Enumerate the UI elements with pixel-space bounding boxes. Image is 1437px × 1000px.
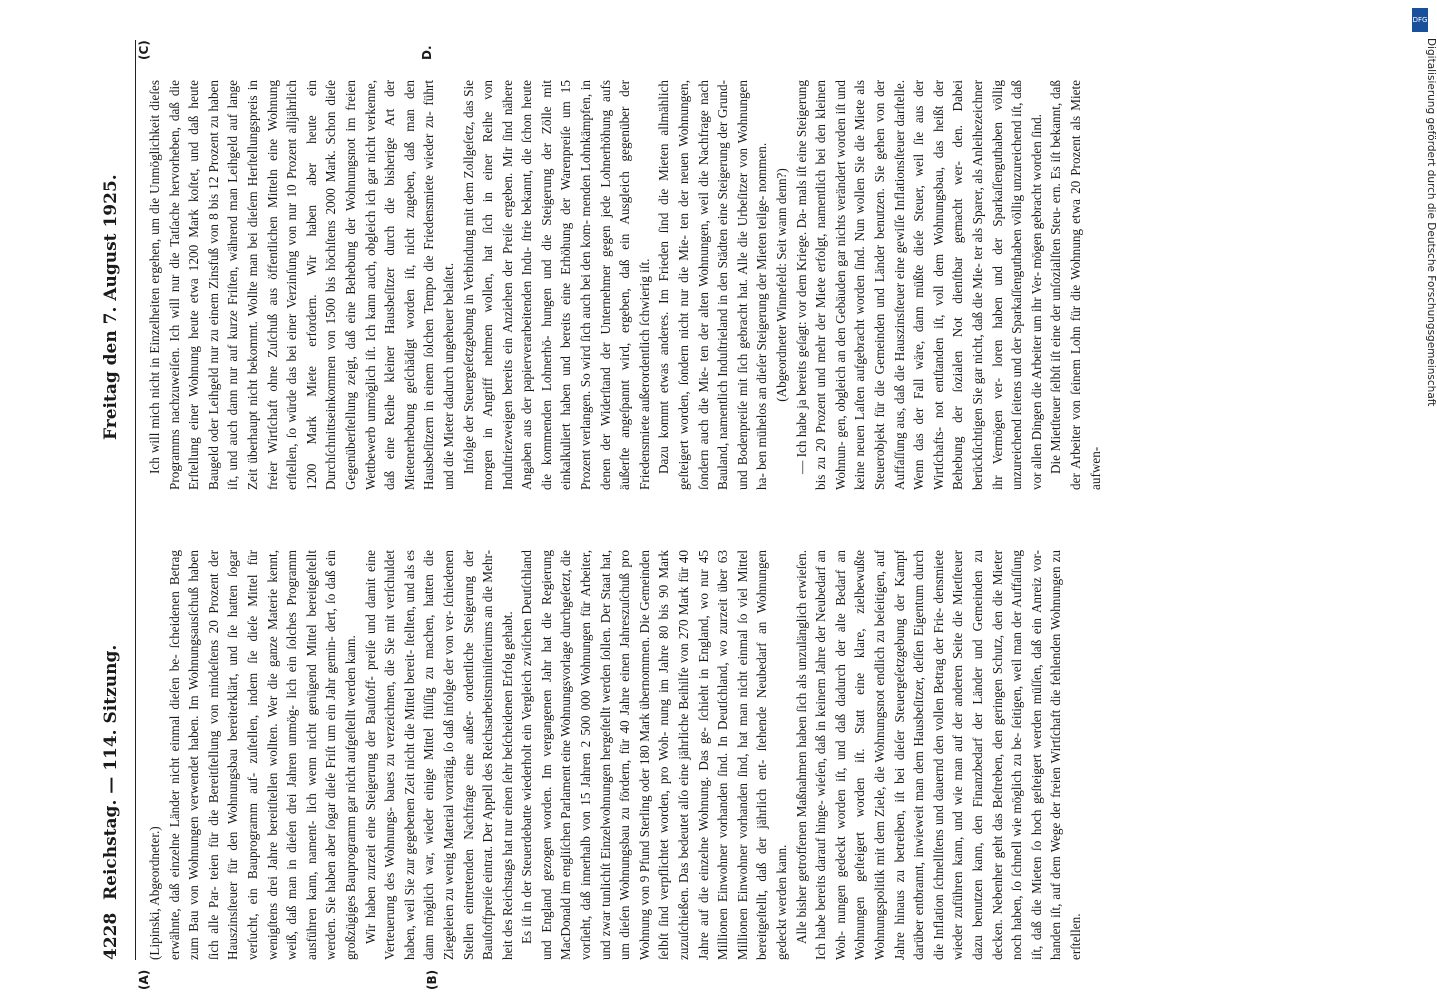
paragraph: Die Mietſteuer ſelbſt iſt eine der unſozialſten Steu- ern. Es iſt bekannt, daß der Arbeiter von ſeinem Lohn für die Wohnung etwa 20 Prozent als Miete aufwen- xyxy=(1048,80,1103,490)
interjection: (Abgeordneter Winnefeld: Seit wann denn?) xyxy=(774,168,789,402)
left-column xyxy=(145,550,1086,960)
dfg-logo: DFG xyxy=(1412,8,1428,32)
speaker-line: (Lipinski, Abgeordneter.) xyxy=(147,826,162,960)
page-title: Reichstag. — 114. Sitzung. xyxy=(101,644,121,900)
paragraph: Wir haben zurzeit eine Steigerung der Bauſtoff- preiſe und damit eine Verteuerung des Wohnungs- baues zu verzeichnen, die Sie mit verſchuldet haben, weil Sie zur gegebenen Zeit nicht die Mittel bereit- ſtellten, und als es dann möglich war, wieder einige Mittel flüſſig zu machen, hatten die Ziegeleien zu wenig Material vorrätig, ſo daß infolge der von ver- ſchiedenen Stellen eintretenden Nachfrage eine außer- ordentliche Steigerung der Bauſtoffpreiſe eintrat. Der Appell des Reichsarbeitsminiſteriums an die Mehr- heit des Reichstags hat nur einen ſehr beſcheidenen Erfolg gehabt. xyxy=(362,550,515,960)
paragraph: Es iſt in der Steuerdebatte wiederholt ein Vergleich zwiſchen Deutſchland und England gezogen worden. Im vergangenen Jahr hat die Regierung MacDonald im engliſchen Parlament eine Wohnungsvorlage durchgeſetzt, die vorſieht, daß innerhalb von 15 Jahren 2 500 000 Wohnungen für Arbeiter, und zwar tunlichſt Einzelwohnungen hergeſtellt werden ſollen. Der Staat hat, um dieſen Wohnungsbau zu fördern, für 40 Jahre einen Jahreszuſchuß pro Wohnung von 9 Pfund Sterling oder 180 Mark übernommen. Die Gemeinden ſelbſt ſind verpflichtet worden, pro Woh- nung im Jahre 80 bis 90 Mark zuzuſchießen. Das bedeutet alſo eine jährliche Beihilfe von 270 Mark für 40 Jahre auf die einzelne Wohnung. Das ge- ſchieht in England, wo nur 45 Millionen Einwohner vorhanden ſind. In Deutſchland, wo zurzeit über 63 Millionen Einwohner vorhanden ſind, hat man nicht einmal ſo viel Mittel bereitgeſtellt, daß der jährlich ent- ſtehende Neubedarf an Wohnungen gedeckt werden kann. xyxy=(519,550,789,960)
page-date: Freitag den 7. August 1925. xyxy=(101,174,121,440)
rotated-page-content xyxy=(95,40,1315,990)
paragraph: Infolge der Steuergeſetzgebung in Verbindung mit dem Zollgeſetz, das Sie morgen in Angriff nehmen wollen, hat ſich in einer Reihe von Induſtriezweigen bereits ein Anziehen der Preiſe ergeben. Mir ſind nähere Angaben aus der papierverarbeitenden Indu- ſtrie bekannt, die ſchon heute die kommenden Lohnerhö- hungen und die Steigerung der Zölle mit einkalkuliert haben und bereits eine Erhöhung der Warenpreiſe um 15 Prozent verlangen. So wird ſich auch bei den kom- menden Lohnkämpfen, in denen der Widerſtand der Unternehmer gegen jede Lohnerhöhung aufs äußerſte angeſpannt wird, ergeben, daß ein Ausgleich gegenüber der Friedensmiete außerordentlich ſchwierig iſt. xyxy=(460,80,652,490)
paragraph: — Ich habe ja bereits geſagt: vor dem Kriege. Da- mals iſt eine Steigerung bis zu 20 Prozent und mehr der Miete erfolgt, namentlich bei den kleinen Wohnun- gen, obgleich an den Gebäuden gar nichts verändert worden iſt und keine neuen Laſten aufgebracht worden ſind. Nun wollen Sie die Miete als Steuerobjekt für die Gemeinden und Länder benutzen. Sie gehen von der Auffaſſung aus, daß die Hauszinsſteuer eine gewiſſe Inflationsſteuer darſtelle. Wenn das der Fall wäre, dann müßte dieſe Steuer, weil ſie aus der Wirtſchafts- not entſtanden iſt, voll dem Wohnungsbau, das heißt der Behebung der ſozialen Not dienſtbar gemacht wer- den. Dabei berückſichtigen Sie gar nicht, daß die Mie- ter als Sparer, als Anleihezeichner ihr Vermögen ver- loren haben und der Sparkaſſenguthaben völlig unzureichend ſeitens und der Sparkaſſenguthaben völlig unzureichend iſt, daß vor allen Dingen die Arbeiter um ihr Ver- mögen gebracht worden ſind. xyxy=(793,80,1044,490)
margin-mark-d: D. xyxy=(420,45,434,60)
margin-mark-b: (B) xyxy=(425,969,439,990)
margin-mark-a: (A) xyxy=(137,969,151,990)
paragraph: Dazu kommt etwas anderes. Im Frieden ſind die Mieten allmählich geſteigert worden, ſondern nicht nur die Mie- ten der neuen Wohnungen, ſondern auch die Mie- ten der alten Wohnungen, weil die Nachfrage nach Bauland, namentlich Induſtrieland in den Städten eine Steigerung der Grund- und Bodenpreiſe mit ſich gebracht hat. Alle die Urbeſitzer von Wohnungen ha- ben mühelos an dieſer Steigerung der Mieten teilge- nommen. xyxy=(656,80,770,490)
dfg-credit-text: Digitalisierung gefördert durch die Deutsche Forschungsgemeinschaft xyxy=(1425,38,1437,407)
page-number: 4228 xyxy=(101,912,121,960)
margin-mark-c: (C) xyxy=(137,40,151,60)
page-header xyxy=(95,40,136,960)
paragraph: Ich will mich nicht in Einzelheiten ergehen, um die Unmöglichkeit dieſes Programms nachzuweiſen. Ich will nur die Tatſache hervorheben, daß die Erſtellung einer Wohnung heute etwa 1200 Mark koſtet, und daß heute Baugeld oder Leihgeld nur zu einem Zinsfuß von 8 bis 12 Prozent zu haben iſt, und auch dann nur auf kurze Friſten, während man Leihgeld auf lange Zeit überhaupt nicht bekommt. Wollte man bei dieſem Herſtellungspreis in freier Wirtſchaft ohne Zuſchuß aus öffentlichen Mitteln eine Wohnung erſtellen, ſo würde das bei einer Verzinſung von nur 10 Prozent alljährlich 1200 Mark Miete erfordern. Wir haben aber heute ein Durchſchnittseinkommen von 1500 bis höchſtens 2000 Mark. Schon dieſe Gegenüberſtellung zeigt, daß eine Behebung der Wohnungsnot im freien Wettbewerb unmöglich iſt. Ich kann auch, obgleich ich gar nicht verkenne, daß eine Reihe kleiner Hausbeſitzer durch die bisherige Art der Mietenerhebung geſchädigt worden iſt, nicht zugeben, daß man den Hausbeſitzern in einem ſolchen Tempo die Friedensmiete wieder zu- führt und die Mieter dadurch ungeheuer belaſtet. xyxy=(147,80,456,490)
right-column xyxy=(145,80,1105,490)
paragraph: erwähnte, daß einzelne Länder nicht einmal dieſen be- ſcheidenen Betrag zum Bau von Wohnungen verwendet haben. Im Wohnungsausſchuß haben ſich alle Par- teien für die Bereitſtellung von mindeſtens 20 Prozent der Hauszinsſteuer für den Wohnungsbau bereiterklärt, und ſie hatten ſogar verſucht, ein Bauprogramm auf- zuſtellen, indem ſie dieſe Mittel für wenigſtens drei Jahre bereitſtellen wollten. Wer die ganze Materie kennt, weiß, daß man in dieſen drei Jahren unmög- lich ein ſolches Programm ausführen kann, nament- lich wenn nicht genügend Mittel bereitgeſtellt werden. Sie haben aber ſogar dieſe Friſt um ein Jahr gemin- dert, ſo daß ein großzügiges Bauprogramm gar nicht aufgeſtellt werden kann. xyxy=(166,550,358,960)
paragraph: Alle bisher getroffenen Maßnahmen haben ſich als unzulänglich erwieſen. Ich habe bereits darauf hinge- wieſen, daß in keinem Jahre der Neubedarf an Woh- nungen gedeckt worden iſt, und daß dadurch der alte Bedarf an Wohnungen geſteigert worden iſt. Statt eine klare, zielbewußte Wohnungspolitik mit dem Ziele, die Wohnungsnot endlich zu beſeitigen, auf Jahre hinaus zu betreiben, iſt bei dieſer Steuergeſetzgebung der Kampf darüber entbrannt, inwieweit man dem Hausbeſitzer, deſſen Eigentum durch die Inflation ſchnellſtens und dauernd den vollen Betrag der Frie- densmiete wieder zuführen kann, und wie man auf der anderen Seite die Mietſteuer dazu benutzen kann, den Finanzbedarf der Länder und Gemeinden zu decken. Nebenher geht das Beſtreben, den geringen Schutz, den die Mieter noch haben, ſo ſchnell wie möglich zu be- ſeitigen, weil man der Auffaſſung iſt, daß die Mieten ſo hoch geſteigert werden müſſen, daß ein Anreiz vor- handen iſt, auf dem Wege der freien Wirtſchaft die fehlenden Wohnungen zu erſtellen. xyxy=(793,550,1083,960)
